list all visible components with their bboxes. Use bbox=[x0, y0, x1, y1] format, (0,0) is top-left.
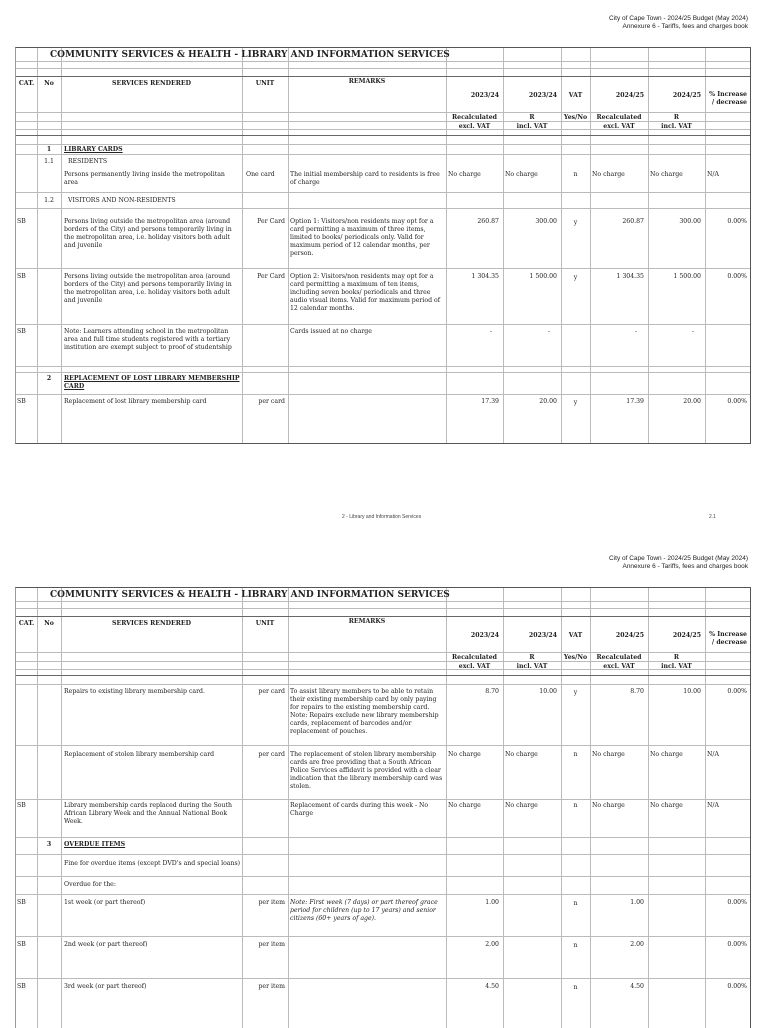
unit-cell: per item bbox=[258, 983, 285, 990]
subsection-title: VISITORS AND NON-RESIDENTS bbox=[68, 197, 176, 204]
pct-cell: N/A bbox=[707, 171, 719, 178]
col-cat-header: CAT. bbox=[18, 80, 35, 87]
section-number: 1 bbox=[46, 146, 52, 153]
section-number: 2 bbox=[46, 375, 52, 382]
cat-cell: SB bbox=[17, 983, 26, 990]
remarks-cell: Replacement of cards during this week - No Charge bbox=[290, 802, 429, 817]
unit-cell: Per Card bbox=[257, 273, 285, 280]
table-title: COMMUNITY SERVICES & HEALTH - LIBRARY AND INFORMATION SERVICES bbox=[50, 50, 450, 60]
cat-cell: SB bbox=[17, 802, 26, 809]
sub-r-2: R bbox=[673, 654, 680, 661]
sub-incl-2: incl. VAT bbox=[661, 663, 692, 670]
remarks-cell: Cards issued at no charge bbox=[290, 328, 372, 335]
value-2024-excl: 260.87 bbox=[622, 218, 644, 225]
remarks-cell: The replacement of stolen library membership cards are free providing that a South African Police Services affidavit is provided with a clear indication that the library membership card was stolen. bbox=[290, 751, 443, 790]
document-header bbox=[609, 555, 748, 571]
sub-incl-1: incl. VAT bbox=[516, 123, 548, 130]
value-2023-excl: No charge bbox=[448, 171, 481, 178]
col-2023-recalc-header: 2023/24 bbox=[470, 92, 499, 99]
unit-cell: per item bbox=[258, 899, 285, 906]
service-cell: 3rd week (or part thereof) bbox=[64, 983, 147, 990]
value-2023-excl: 17.39 bbox=[481, 398, 499, 405]
cat-cell: SB bbox=[17, 899, 26, 906]
col-remarks-header: REMARKS bbox=[348, 78, 386, 85]
remarks-cell: Note: First week (7 days) or part thereof grace period for children (up to 17 years) and senior citizens (60+ years of age). bbox=[290, 899, 438, 922]
value-2023-incl: 20.00 bbox=[539, 398, 557, 405]
value-2023-incl: - bbox=[547, 328, 550, 335]
vat-cell: n bbox=[573, 900, 578, 907]
value-2023-incl: No charge bbox=[505, 751, 538, 758]
col-2024-recalc-header: 2024/25 bbox=[615, 92, 644, 99]
vat-cell: y bbox=[573, 399, 578, 406]
value-2024-incl: No charge bbox=[650, 802, 683, 809]
sub-excl-1: excl. VAT bbox=[458, 123, 491, 130]
sub-r-1: R bbox=[529, 654, 535, 661]
document-header bbox=[609, 15, 748, 31]
sub-recalc-2: Recalculated bbox=[596, 654, 642, 661]
vat-cell: n bbox=[573, 802, 578, 809]
section-title: REPLACEMENT OF LOST LIBRARY MEMBERSHIP CARD bbox=[64, 375, 240, 390]
value-2023-excl: No charge bbox=[448, 751, 481, 758]
col-2024-recalc-header: 2024/25 bbox=[615, 632, 644, 639]
remarks-cell: Option 1: Visitors/non residents may opt for a card permitting a maximum of three items, limited to books/ periodicals only. Valid for maximum period of 12 calendar months, per person. bbox=[290, 218, 434, 257]
sub-yesno: Yes/No bbox=[563, 114, 588, 121]
header-line-2: Annexure 6 - Tariffs, fees and charges book bbox=[622, 563, 748, 570]
col-unit-header: UNIT bbox=[255, 80, 275, 87]
value-2023-incl: 1 500.00 bbox=[529, 273, 557, 280]
value-2023-excl: 260.87 bbox=[477, 218, 499, 225]
value-2024-incl: No charge bbox=[650, 171, 683, 178]
sub-recalc-1: Recalculated bbox=[452, 654, 497, 661]
value-2023-excl: 8.70 bbox=[485, 688, 499, 695]
overdue-label: Overdue for the: bbox=[64, 881, 116, 888]
cat-cell: SB bbox=[17, 273, 26, 280]
pct-cell: 0.00% bbox=[727, 899, 747, 906]
service-cell: Replacement of stolen library membership card bbox=[64, 751, 215, 758]
value-2024-excl: 17.39 bbox=[626, 398, 644, 405]
col-cat-header: CAT. bbox=[18, 620, 35, 627]
unit-cell: per item bbox=[258, 941, 285, 948]
value-2024-excl: No charge bbox=[592, 751, 625, 758]
value-2023-incl: 300.00 bbox=[535, 218, 557, 225]
value-2024-excl: No charge bbox=[592, 171, 625, 178]
service-cell: Persons living outside the metropolitan area (around borders of the City) and persons temporarily living in the metropolitan area, i.e. holiday visitors both adult and juvenile bbox=[64, 273, 232, 304]
value-2024-excl: 1.00 bbox=[630, 899, 644, 906]
vat-cell: n bbox=[573, 942, 578, 949]
unit-cell: Per Card bbox=[257, 218, 285, 225]
value-2024-incl: 300.00 bbox=[679, 218, 701, 225]
remarks-cell: Option 2: Visitors/non residents may opt for a card permitting a maximum of ten items, including seven books/ periodicals and three audio visual items. Valid for maximum period of 12 calendar months. bbox=[290, 273, 441, 312]
col-2024-incl-header: 2024/25 bbox=[672, 632, 701, 639]
col-no-header: No bbox=[44, 620, 54, 627]
footer-page-number: 2.1 bbox=[709, 514, 716, 520]
cat-cell: SB bbox=[17, 328, 26, 335]
value-2023-excl: 1 304.35 bbox=[471, 273, 499, 280]
col-pct-header: % Increase / decrease bbox=[709, 631, 747, 646]
service-cell: Repairs to existing library membership card. bbox=[64, 688, 205, 695]
sub-recalc-1: Recalculated bbox=[452, 114, 497, 121]
value-2024-excl: 2.00 bbox=[630, 941, 644, 948]
col-2023-recalc-header: 2023/24 bbox=[470, 632, 499, 639]
pct-cell: 0.00% bbox=[727, 218, 747, 225]
vat-cell: y bbox=[573, 219, 578, 226]
pct-cell: 0.00% bbox=[727, 941, 747, 948]
value-2023-excl: - bbox=[489, 328, 492, 335]
pct-cell: N/A bbox=[707, 751, 719, 758]
header-line-1: City of Cape Town - 2024/25 Budget (May 2024) bbox=[609, 15, 748, 22]
subsection-number: 1.1 bbox=[44, 158, 54, 165]
value-2024-incl: No charge bbox=[650, 751, 683, 758]
value-2023-incl: No charge bbox=[505, 171, 538, 178]
service-cell: 1st week (or part thereof) bbox=[64, 899, 146, 906]
vat-cell: n bbox=[573, 751, 578, 758]
col-unit-header: UNIT bbox=[255, 620, 275, 627]
service-cell: Replacement of lost library membership card bbox=[64, 398, 207, 405]
vat-cell: y bbox=[573, 274, 578, 281]
col-vat-header: VAT bbox=[568, 92, 583, 99]
col-2024-incl-header: 2024/25 bbox=[672, 92, 701, 99]
remarks-cell: The initial membership card to residents is free of charge bbox=[290, 171, 440, 186]
sub-r-1: R bbox=[529, 114, 535, 121]
section-title: OVERDUE ITEMS bbox=[64, 841, 126, 848]
header-line-1: City of Cape Town - 2024/25 Budget (May 2024) bbox=[609, 555, 748, 562]
col-pct-header: % Increase / decrease bbox=[709, 91, 747, 106]
unit-cell: per card bbox=[258, 688, 285, 695]
value-2024-excl: - bbox=[634, 328, 637, 335]
sub-r-2: R bbox=[673, 114, 680, 121]
service-cell: Persons living outside the metropolitan area (around borders of the City) and persons temporarily living in the metropolitan area, i.e. holiday visitors both adult and juvenile bbox=[64, 218, 232, 249]
col-services-header: SERVICES RENDERED bbox=[112, 620, 191, 627]
value-2024-excl: 4.50 bbox=[630, 983, 644, 990]
sub-incl-1: incl. VAT bbox=[516, 663, 548, 670]
value-2024-excl: No charge bbox=[592, 802, 625, 809]
sub-excl-2: excl. VAT bbox=[603, 663, 635, 670]
value-2023-excl: 1.00 bbox=[485, 899, 499, 906]
service-cell: 2nd week (or part thereof) bbox=[64, 941, 148, 948]
col-no-header: No bbox=[44, 80, 54, 87]
header-line-2: Annexure 6 - Tariffs, fees and charges book bbox=[622, 23, 748, 30]
pct-cell: N/A bbox=[707, 802, 719, 809]
cat-cell: SB bbox=[17, 398, 26, 405]
pct-cell: 0.00% bbox=[727, 983, 747, 990]
col-vat-header: VAT bbox=[568, 632, 583, 639]
service-cell: Note: Learners attending school in the metropolitan area and full time students registered with a tertiary institution are exempt subject to proof of studentship bbox=[64, 328, 232, 351]
unit-cell: One card bbox=[246, 171, 275, 178]
value-2024-incl: - bbox=[691, 328, 694, 335]
value-2023-excl: No charge bbox=[448, 802, 481, 809]
section-number: 3 bbox=[46, 841, 52, 848]
unit-cell: per card bbox=[258, 751, 285, 758]
sub-incl-2: incl. VAT bbox=[661, 123, 692, 130]
unit-cell: per card bbox=[258, 398, 285, 405]
cat-cell: SB bbox=[17, 941, 26, 948]
value-2024-incl: 20.00 bbox=[683, 398, 701, 405]
value-2023-incl: 10.00 bbox=[539, 688, 557, 695]
value-2024-incl: 1 500.00 bbox=[673, 273, 701, 280]
fine-description: Fine for overdue items (except DVD's and special loans) bbox=[64, 860, 241, 867]
sub-excl-1: excl. VAT bbox=[458, 663, 491, 670]
subsection-title: RESIDENTS bbox=[68, 158, 108, 165]
subsection-number: 1.2 bbox=[44, 197, 54, 204]
sub-yesno: Yes/No bbox=[563, 654, 588, 661]
value-2024-excl: 8.70 bbox=[630, 688, 644, 695]
col-2023-incl-header: 2023/24 bbox=[528, 92, 557, 99]
remarks-cell: To assist library members to be able to retain their existing membership card by only paying for repairs to the existing membership card. Note: Repairs exclude new library membership cards, replacement of barcodes and/or replacement of pouches. bbox=[290, 688, 439, 735]
value-2023-incl: No charge bbox=[505, 802, 538, 809]
col-2023-incl-header: 2023/24 bbox=[528, 632, 557, 639]
service-cell: Persons permanently living inside the metropolitan area bbox=[64, 171, 225, 186]
table-title: COMMUNITY SERVICES & HEALTH - LIBRARY AND INFORMATION SERVICES bbox=[50, 590, 450, 600]
page-2 bbox=[0, 540, 768, 1024]
sub-excl-2: excl. VAT bbox=[603, 123, 635, 130]
value-2024-incl: 10.00 bbox=[683, 688, 701, 695]
value-2024-excl: 1 304.35 bbox=[616, 273, 644, 280]
value-2023-excl: 2.00 bbox=[485, 941, 499, 948]
col-remarks-header: REMARKS bbox=[348, 618, 386, 625]
service-cell: Library membership cards replaced during the South African Library Week and the Annual National Book Week. bbox=[64, 802, 232, 825]
value-2023-excl: 4.50 bbox=[485, 983, 499, 990]
vat-cell: n bbox=[573, 984, 578, 991]
cat-cell: SB bbox=[17, 218, 26, 225]
pct-cell: 0.00% bbox=[727, 398, 747, 405]
tariff-table bbox=[15, 587, 751, 1028]
pct-cell: 0.00% bbox=[727, 688, 747, 695]
tariff-table bbox=[15, 47, 751, 444]
pct-cell: 0.00% bbox=[727, 273, 747, 280]
col-services-header: SERVICES RENDERED bbox=[112, 80, 191, 87]
vat-cell: y bbox=[573, 689, 578, 696]
vat-cell: n bbox=[573, 171, 578, 178]
section-title: LIBRARY CARDS bbox=[64, 146, 123, 153]
footer-section-name: 2 - Library and Information Services bbox=[342, 514, 422, 520]
sub-recalc-2: Recalculated bbox=[596, 114, 642, 121]
